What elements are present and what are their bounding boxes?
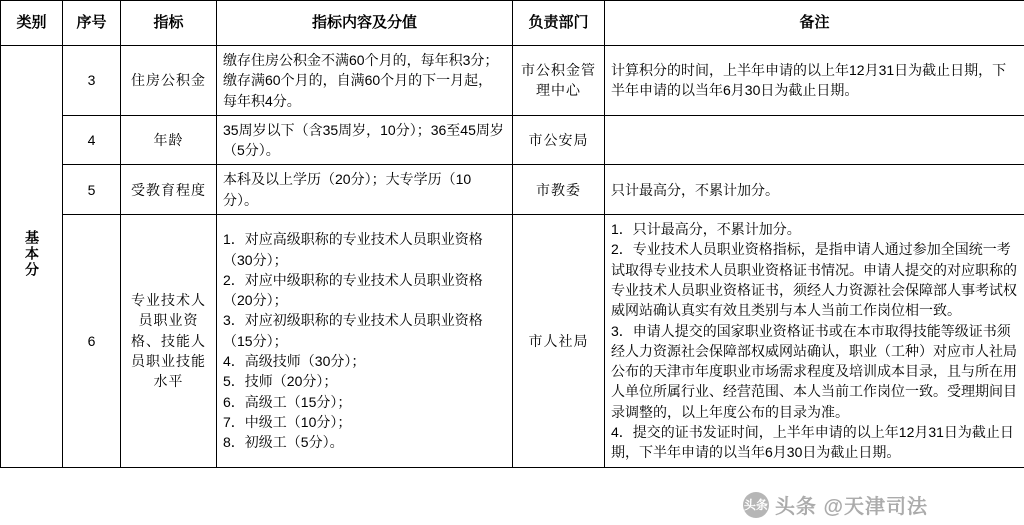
- remark-line: 4．提交的证书发证时间，上半年申请的以上年12月31日为截止日期，下半年申请的以当年6月30日为截止日期。: [611, 424, 1014, 461]
- row-no: 5: [63, 165, 121, 215]
- row-index-name: 专业技术人员职业资格、技能人员职业技能水平: [121, 215, 217, 468]
- content-line: 3．对应初级职称的专业技术人员职业资格（15分）；: [223, 312, 483, 349]
- content-line: 6．高级工（15分）；: [223, 393, 352, 410]
- content-line: 4．高级技师（30分）；: [223, 353, 366, 369]
- table-row: [1, 115, 1024, 165]
- table-header-row: [1, 1, 1024, 46]
- row-content: 缴存住房公积金不满60个月的，每年积3分；缴存满60个月的，自满60个月的下一月起，每年积4分。: [217, 46, 513, 116]
- content-line: 7．中级工（10分）；: [223, 413, 352, 430]
- category-label: 基本分: [24, 229, 40, 278]
- row-dept: 市公安局: [513, 115, 605, 165]
- row-content: 35周岁以下（含35周岁，10分）；36至45周岁（5分）。: [217, 115, 513, 165]
- table-row: [1, 215, 1024, 468]
- watermark-logo-icon: 头条: [743, 492, 769, 518]
- row-remark: [605, 215, 1024, 468]
- row-dept: 市教委: [513, 165, 605, 215]
- row-content: 本科及以上学历（20分）；大专学历（10分）。: [217, 165, 513, 215]
- content-line: 1．对应高级职称的专业技术人员职业资格（30分）；: [223, 231, 483, 268]
- row-index-name: 住房公积金: [121, 46, 217, 116]
- row-remark: 只计最高分，不累计加分。: [605, 165, 1024, 215]
- row-no: 6: [63, 215, 121, 468]
- remark-line: 1．只计最高分，不累计加分。: [611, 221, 801, 238]
- row-remark: [605, 115, 1024, 165]
- row-index-name: 年龄: [121, 115, 217, 165]
- row-content: [217, 215, 513, 468]
- column-header-category: 类别: [1, 1, 63, 46]
- column-header-remark: 备注: [605, 1, 1024, 46]
- row-no: 3: [63, 46, 121, 116]
- row-dept: 市公积金管理中心: [513, 46, 605, 116]
- table-header: [1, 1, 1024, 46]
- column-header-no: 序号: [63, 1, 121, 46]
- remark-line: 2．专业技术人员职业资格指标，是指申请人通过参加全国统一考试取得专业技术人员职业资格证书情况。申请人提交的对应职称的专业技术人员职业资格证书，须经人力资源社会保障部人事考试权威网站确认真实有效且类别与本人当前工作岗位相一致。: [611, 241, 1017, 319]
- table-row: [1, 165, 1024, 215]
- remark-line: 3．申请人提交的国家职业资格证书或在本市取得技能等级证书须经人力资源社会保障部权威网站确认，职业（工种）对应市人社局公布的天津市年度职业市场需求程度及培训成本目录，且与所在用人单位所属行业、经营范围、本人当前工作岗位一致。受理期间目录调整的，以上年度公布的目录为准。: [611, 322, 1017, 420]
- category-cell: [1, 46, 63, 468]
- table-row: [1, 46, 1024, 116]
- content-line: 2．对应中级职称的专业技术人员职业资格（20分）；: [223, 271, 483, 309]
- content-line: 5．技师（20分）；: [223, 373, 338, 390]
- watermark-text: 头条 @天津司法: [774, 496, 928, 518]
- content-line: 8．初级工（5分）。: [223, 434, 344, 451]
- column-header-dept: 负责部门: [513, 1, 605, 46]
- row-dept: 市人社局: [513, 215, 605, 468]
- row-no: 4: [63, 115, 121, 165]
- column-header-content: 指标内容及分值: [217, 1, 513, 46]
- row-index-name: 受教育程度: [121, 165, 217, 215]
- table-body: [1, 46, 1024, 468]
- watermark: [743, 490, 928, 519]
- row-remark: 计算积分的时间，上半年申请的以上年12月31日为截止日期，下半年申请的以当年6月30日为截止日期。: [605, 46, 1024, 116]
- column-header-index: 指标: [121, 1, 217, 46]
